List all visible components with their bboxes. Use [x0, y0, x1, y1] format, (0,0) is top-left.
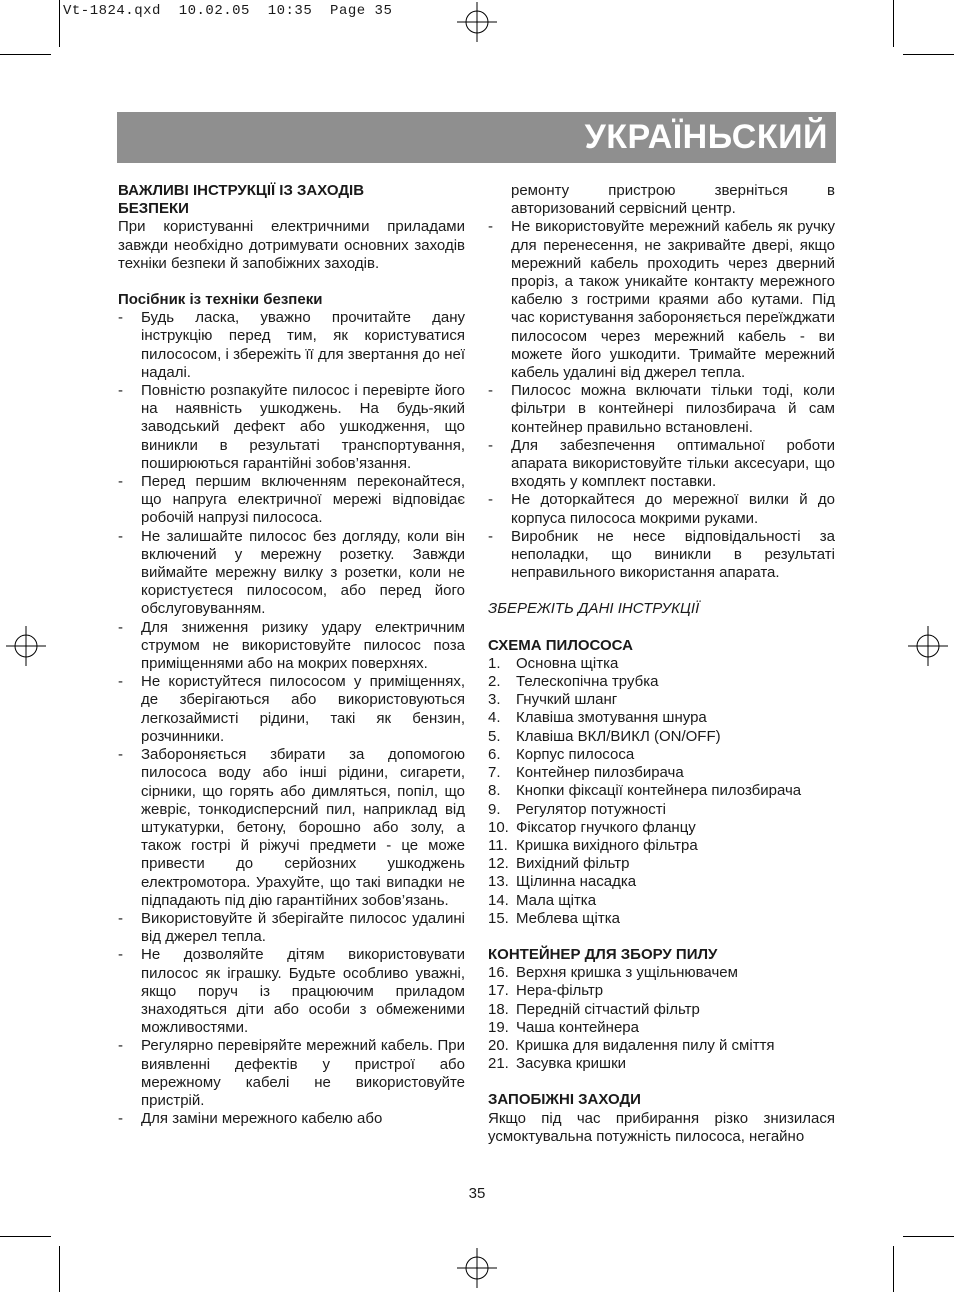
list-item — [118, 619, 465, 674]
list-item — [488, 819, 835, 837]
crop-mark — [59, 1246, 60, 1292]
item-number: 12. — [488, 855, 509, 873]
bullet-dash: - — [488, 527, 493, 545]
registration-mark-icon — [6, 626, 46, 666]
item-text: Основна щітка — [516, 654, 619, 672]
list-item-text: Забороняється збирати за допомогою пилососа воду або інші рідини, сигарети, сірники, що горять або димляться, попіл, що жевріє, тонкодисперсний пил, наприклад від штукатурки, бетону, борошно або золу, а також гострі й ріжучі предмети - це може привести до серйозних ушкоджень електромотора. Урахуйте, що такі випадки не підпадають під дію гарантійних зобов’язань. — [141, 746, 465, 909]
item-number: 5. — [488, 727, 501, 745]
list-item — [488, 673, 835, 691]
list-item-text: Використовуйте й зберігайте пилосос удалині від джерел тепла. — [141, 909, 465, 946]
list-item-text: Не залишайте пилосос без догляду, коли він включений у мережну розетку. Завжди виймайте мережну вилку з розетки, коли не користуєтеся пилососом, або перед його обслуговуванням. — [141, 527, 465, 618]
item-text: Щілинна насадка — [516, 873, 637, 891]
list-item-text: Для забезпечення оптимальної роботи апарата використовуйте тільки аксесуари, що входять у комплект поставки. — [511, 436, 835, 491]
bullet-dash: - — [118, 909, 123, 927]
bullet-dash: - — [118, 1110, 123, 1128]
item-text: Гнучкий шланг — [516, 691, 618, 709]
item-text: Телескопічна трубка — [516, 673, 659, 691]
section-heading: ЗАПОБІЖНІ ЗАХОДИ — [488, 1091, 641, 1109]
safety-bullet-list — [118, 309, 465, 1128]
list-item-text: Не користуйтеся пилососом у приміщеннях, де зберігаються або використовуються легкозаймисті рідини, такі як бензин, розчинники. — [141, 673, 465, 745]
language-banner — [117, 112, 836, 163]
item-number: 21. — [488, 1055, 509, 1073]
list-item — [118, 1110, 465, 1128]
list-item — [488, 1037, 835, 1055]
item-text: Фіксатор гнучкого фланцу — [516, 818, 696, 836]
crop-mark — [893, 0, 894, 47]
safety-bullet-list — [488, 218, 835, 582]
list-item — [488, 873, 835, 891]
list-item — [118, 910, 465, 946]
item-number: 13. — [488, 873, 509, 891]
item-text: Мала щітка — [516, 891, 597, 909]
item-number: 14. — [488, 891, 509, 909]
parts-list — [488, 655, 835, 928]
list-item-text: Повністю розпакуйте пилосос і перевірте його на наявність ушкоджень. На будь-який заводський дефект або ушкодження, що виникли в результаті транспортування, поширюються гарантійні зобов’язання. — [141, 382, 465, 472]
print-slug: Vt-1824.qxd 10.02.05 10:35 Page 35 — [63, 3, 393, 19]
item-number: 15. — [488, 909, 509, 927]
heading-line: БЕЗПЕКИ — [118, 200, 189, 218]
intro-paragraph: При користуванні електричними приладами завжди необхідно дотримувати основних заходів техніки безпеки й запобіжних заходів. — [118, 218, 465, 272]
list-item — [488, 437, 835, 492]
bullet-dash: - — [118, 946, 123, 964]
crop-mark — [903, 1236, 954, 1237]
list-item — [118, 382, 465, 473]
item-text: Передній сітчастий фільтр — [516, 1000, 700, 1018]
list-item — [488, 655, 835, 673]
item-number: 1. — [488, 654, 501, 672]
list-item — [118, 673, 465, 746]
item-number: 17. — [488, 982, 509, 1000]
bullet-dash: - — [118, 746, 123, 764]
list-item — [488, 528, 835, 583]
item-number: 6. — [488, 745, 501, 763]
list-item-text: Регулярно перевіряйте мережний кабель. При виявленні дефектів у пристрої або мережному кабелі не використовуйте пристрій. — [141, 1037, 465, 1109]
list-item-text: Перед першим включенням переконайтеся, що напруга електричної мережі відповідає робочій напрузі пилососа. — [141, 473, 465, 527]
item-text: Засувка кришки — [516, 1055, 627, 1073]
precautions-paragraph: Якщо під час прибирання різко знизилася усмоктувальна потужність пилососа, негайно — [488, 1109, 835, 1145]
item-number: 16. — [488, 964, 509, 982]
item-text: Регулятор потужності — [516, 800, 666, 818]
item-number: 11. — [488, 836, 508, 854]
list-item — [488, 910, 835, 928]
bullet-dash: - — [118, 618, 123, 636]
list-item — [488, 1019, 835, 1037]
registration-mark-icon — [908, 626, 948, 666]
list-item — [118, 946, 465, 1037]
crop-mark — [0, 54, 51, 55]
item-number: 7. — [488, 764, 501, 782]
list-item — [118, 528, 465, 619]
crop-mark — [59, 0, 60, 47]
item-text: Кришка для видалення пилу й сміття — [516, 1036, 775, 1054]
item-number: 19. — [488, 1018, 509, 1036]
item-text: Клавіша змотування шнура — [516, 709, 707, 727]
list-item — [488, 892, 835, 910]
crop-mark — [903, 54, 954, 55]
item-text: Меблева щітка — [516, 909, 620, 927]
bullet-dash: - — [488, 218, 493, 236]
item-text: Контейнер пилозбирача — [516, 764, 684, 782]
item-text: Корпус пилососа — [516, 745, 635, 763]
item-number: 9. — [488, 800, 501, 818]
list-item — [488, 218, 835, 382]
item-number: 20. — [488, 1036, 509, 1054]
section-heading: КОНТЕЙНЕР ДЛЯ ЗБОРУ ПИЛУ — [488, 945, 718, 963]
banner-title: УКРАЇНЬСКИЙ — [584, 118, 828, 156]
bullet-dash: - — [118, 382, 123, 400]
item-text: Вихідний фільтр — [516, 855, 630, 873]
parts-list — [488, 964, 835, 1073]
item-number: 4. — [488, 709, 501, 727]
list-item — [488, 764, 835, 782]
section-heading: Посібник із техніки безпеки — [118, 291, 323, 309]
list-item — [488, 982, 835, 1000]
bullet-dash: - — [118, 309, 123, 327]
list-item-text: Для зниження ризику удару електричним струмом не використовуйте пилосос поза приміщеннями або на мокрих поверхнях. — [141, 618, 465, 673]
list-item-text: Будь ласка, уважно прочитайте дану інструкцію перед тим, як користуватися пилососом, і збережіть її для звертання до неї надалі. — [141, 309, 465, 381]
list-item — [488, 728, 835, 746]
item-text: Чаша контейнера — [516, 1018, 639, 1036]
registration-mark-icon — [457, 1248, 497, 1288]
item-text: Клавіша ВКЛ/ВИКЛ (ON/OFF) — [516, 727, 721, 745]
bullet-dash: - — [118, 473, 123, 491]
item-number: 3. — [488, 691, 501, 709]
list-item-text: Для заміни мережного кабелю або — [141, 1110, 383, 1128]
item-number: 10. — [488, 818, 509, 836]
bullet-dash: - — [118, 673, 123, 691]
list-item — [118, 309, 465, 382]
list-item-text: Пилосос можна включати тільки тоді, коли фільтри в контейнері пилозбирача й сам контейнер правильно встановлені. — [511, 382, 835, 436]
item-number: 18. — [488, 1000, 509, 1018]
list-item-text: Виробник не несе відповідальності за неполадки, що виникли в результаті неправильного використання апарата. — [511, 527, 835, 582]
bullet-dash: - — [118, 527, 123, 545]
list-item — [488, 746, 835, 764]
section-heading: СХЕМА ПИЛОСОСА — [488, 636, 633, 654]
list-item — [488, 1001, 835, 1019]
item-text: Нера-фільтр — [516, 982, 604, 1000]
item-text: Кришка вихідного фільтра — [516, 836, 698, 854]
bullet-dash: - — [488, 382, 493, 400]
heading-line: ВАЖЛИВІ ІНСТРУКЦІЇ ІЗ ЗАХОДІВ — [118, 182, 365, 199]
bullet-dash: - — [488, 491, 493, 509]
list-item — [488, 855, 835, 873]
list-item — [488, 382, 835, 437]
item-number: 8. — [488, 782, 501, 800]
left-column — [118, 182, 465, 1128]
save-instructions-note: ЗБЕРЕЖІТЬ ДАНІ ІНСТРУКЦІЇ — [488, 600, 700, 618]
list-item — [488, 709, 835, 727]
crop-mark — [893, 1246, 894, 1292]
list-item — [488, 1055, 835, 1073]
item-text: Верхня кришка з ущільнювачем — [516, 964, 738, 982]
list-item — [488, 837, 835, 855]
list-item-text: Не використовуйте мережний кабель як ручку для перенесення, не закривайте двері, якщо мережний кабель проходить через дверний проріз, а також уникайте контакту мережного кабелю з гострими краями або кутами. Під час користування забороняється переїжджати пилососом через мережний кабель - ви можете його ушкодити. Тримайте мережний кабель удалині від джерел тепла. — [511, 218, 835, 382]
list-item — [118, 1037, 465, 1110]
bullet-dash: - — [488, 436, 493, 454]
crop-mark — [0, 1236, 51, 1237]
list-item — [118, 746, 465, 910]
page-number: 35 — [468, 1185, 486, 1202]
section-heading — [118, 182, 465, 218]
list-item — [118, 473, 465, 528]
item-number: 2. — [488, 673, 501, 691]
registration-mark-icon — [457, 2, 497, 42]
list-item — [488, 691, 835, 709]
continuation-paragraph: ремонту пристрою зверніться в авторизований сервісний центр. — [511, 182, 835, 218]
list-item — [488, 964, 835, 982]
item-text: Кнопки фіксації контейнера пилозбирача — [516, 782, 802, 800]
bullet-dash: - — [118, 1037, 123, 1055]
list-item-text: Не доторкайтеся до мережної вилки й до корпуса пилососа мокрими руками. — [511, 491, 835, 527]
list-item-text: Не дозволяйте дітям використовувати пилосос як іграшку. Будьте особливо уважні, якщо поруч із працюючим приладом знаходяться діти або особи з обмеженими можливостями. — [141, 946, 465, 1037]
list-item — [488, 491, 835, 527]
list-item — [488, 801, 835, 819]
list-item — [488, 782, 835, 800]
right-column — [488, 182, 835, 1146]
